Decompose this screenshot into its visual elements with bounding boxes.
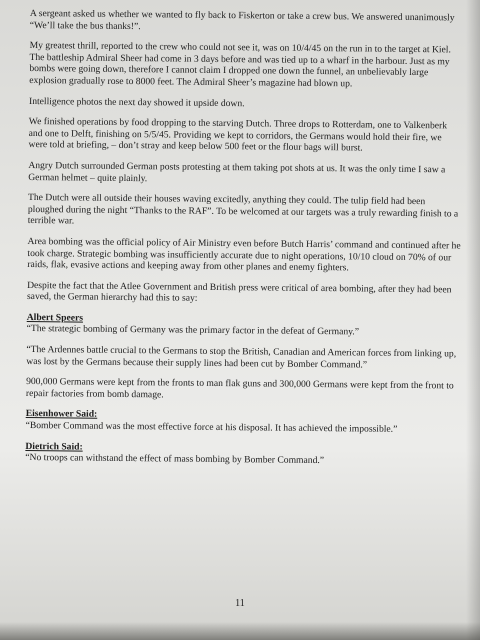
quote: “The Ardennes battle crucial to the Germans to stop the British, Canadian and American forces from linking up, was lost by the Germans because their supply lines had been cut by Bomber Command.” (26, 344, 457, 371)
section-speers (26, 312, 461, 404)
page-bottom-shadow (0, 622, 480, 640)
paragraph: Intelligence photos the next day showed it upside down. (28, 95, 245, 109)
paragraph: Angry Dutch surrounded German posts protesting at them taking pot shots at us. It was the only time I saw a German helmet – quite plainly. (28, 159, 446, 184)
section-dietrich (25, 441, 459, 469)
section-heading: Albert Speers (26, 311, 84, 324)
page-number: 11 (235, 598, 245, 609)
page-body (25, 8, 464, 477)
section-heading: Dietrich Said: (25, 440, 83, 453)
section-heading: Eisenhower Said: (25, 408, 98, 421)
quote: “Bomber Command was the most effective force at his disposal. It has achieved the impossible.” (25, 420, 398, 435)
paragraph: A sergeant asked us whether we wanted to fly back to Fiskerton or take a crew bus. We answered unanimously “We’ll take the bus thanks!”. (29, 8, 455, 32)
page-edge-shadow (466, 0, 480, 640)
quote: “No troops can withstand the effect of mass bombing by Bomber Command.” (25, 452, 325, 467)
quote: “The strategic bombing of Germany was the primary factor in the defeat of Germany.” (26, 323, 360, 338)
paragraph: Area bombing was the official policy of Air Ministry even before Butch Harris’ command and continued after he took charge. Strategic bombing was insufficiently accurate due to night operations, 10/10 cloud on 70% of our raids, flak, evasive actions and keeping away from other planes and enemy fighters. (27, 235, 461, 274)
quote: 900,000 Germans were kept from the fronts to man flak guns and 300,000 Germans were kept from the front to repair factories from bomb damage. (25, 376, 454, 401)
paragraph: The Dutch were all outside their houses waving excitedly, anything they could. The tulip field had been ploughed during the night “Thanks to the RAF”. To be welcomed at our targets was a truly rewarding finish to a terrible war. (27, 192, 459, 227)
paragraph: We finished operations by food dropping to the starving Dutch. Three drops to Rotterdam, one to Valkenberk and one to Delft, finishing on 5/5/45. Providing we kept to corridors, the Germans would hold their fire, we were told at briefing, – don’t stray and keep below 500 feet or the flour bags will burst. (28, 116, 448, 154)
section-eisenhower (26, 408, 460, 436)
paragraph: My greatest thrill, reported to the crew who could not see it, was on 10/4/45 on the run in to the target at Kiel. The battleship Admiral Sheer had come in 3 days before and was tied up to a wharf in the harbour. Just as my bombs were going down, therefore I cannot claim I dropped one down the funnel, an unbelievably large explosion gradually rose to 8000 feet. The Admiral Sheer’s magazine had blown up. (29, 40, 451, 90)
paragraph: Despite the fact that the Atlee Government and British press were critical of area bombing, after they had been saved, the German hierarchy had this to say: (26, 279, 452, 305)
